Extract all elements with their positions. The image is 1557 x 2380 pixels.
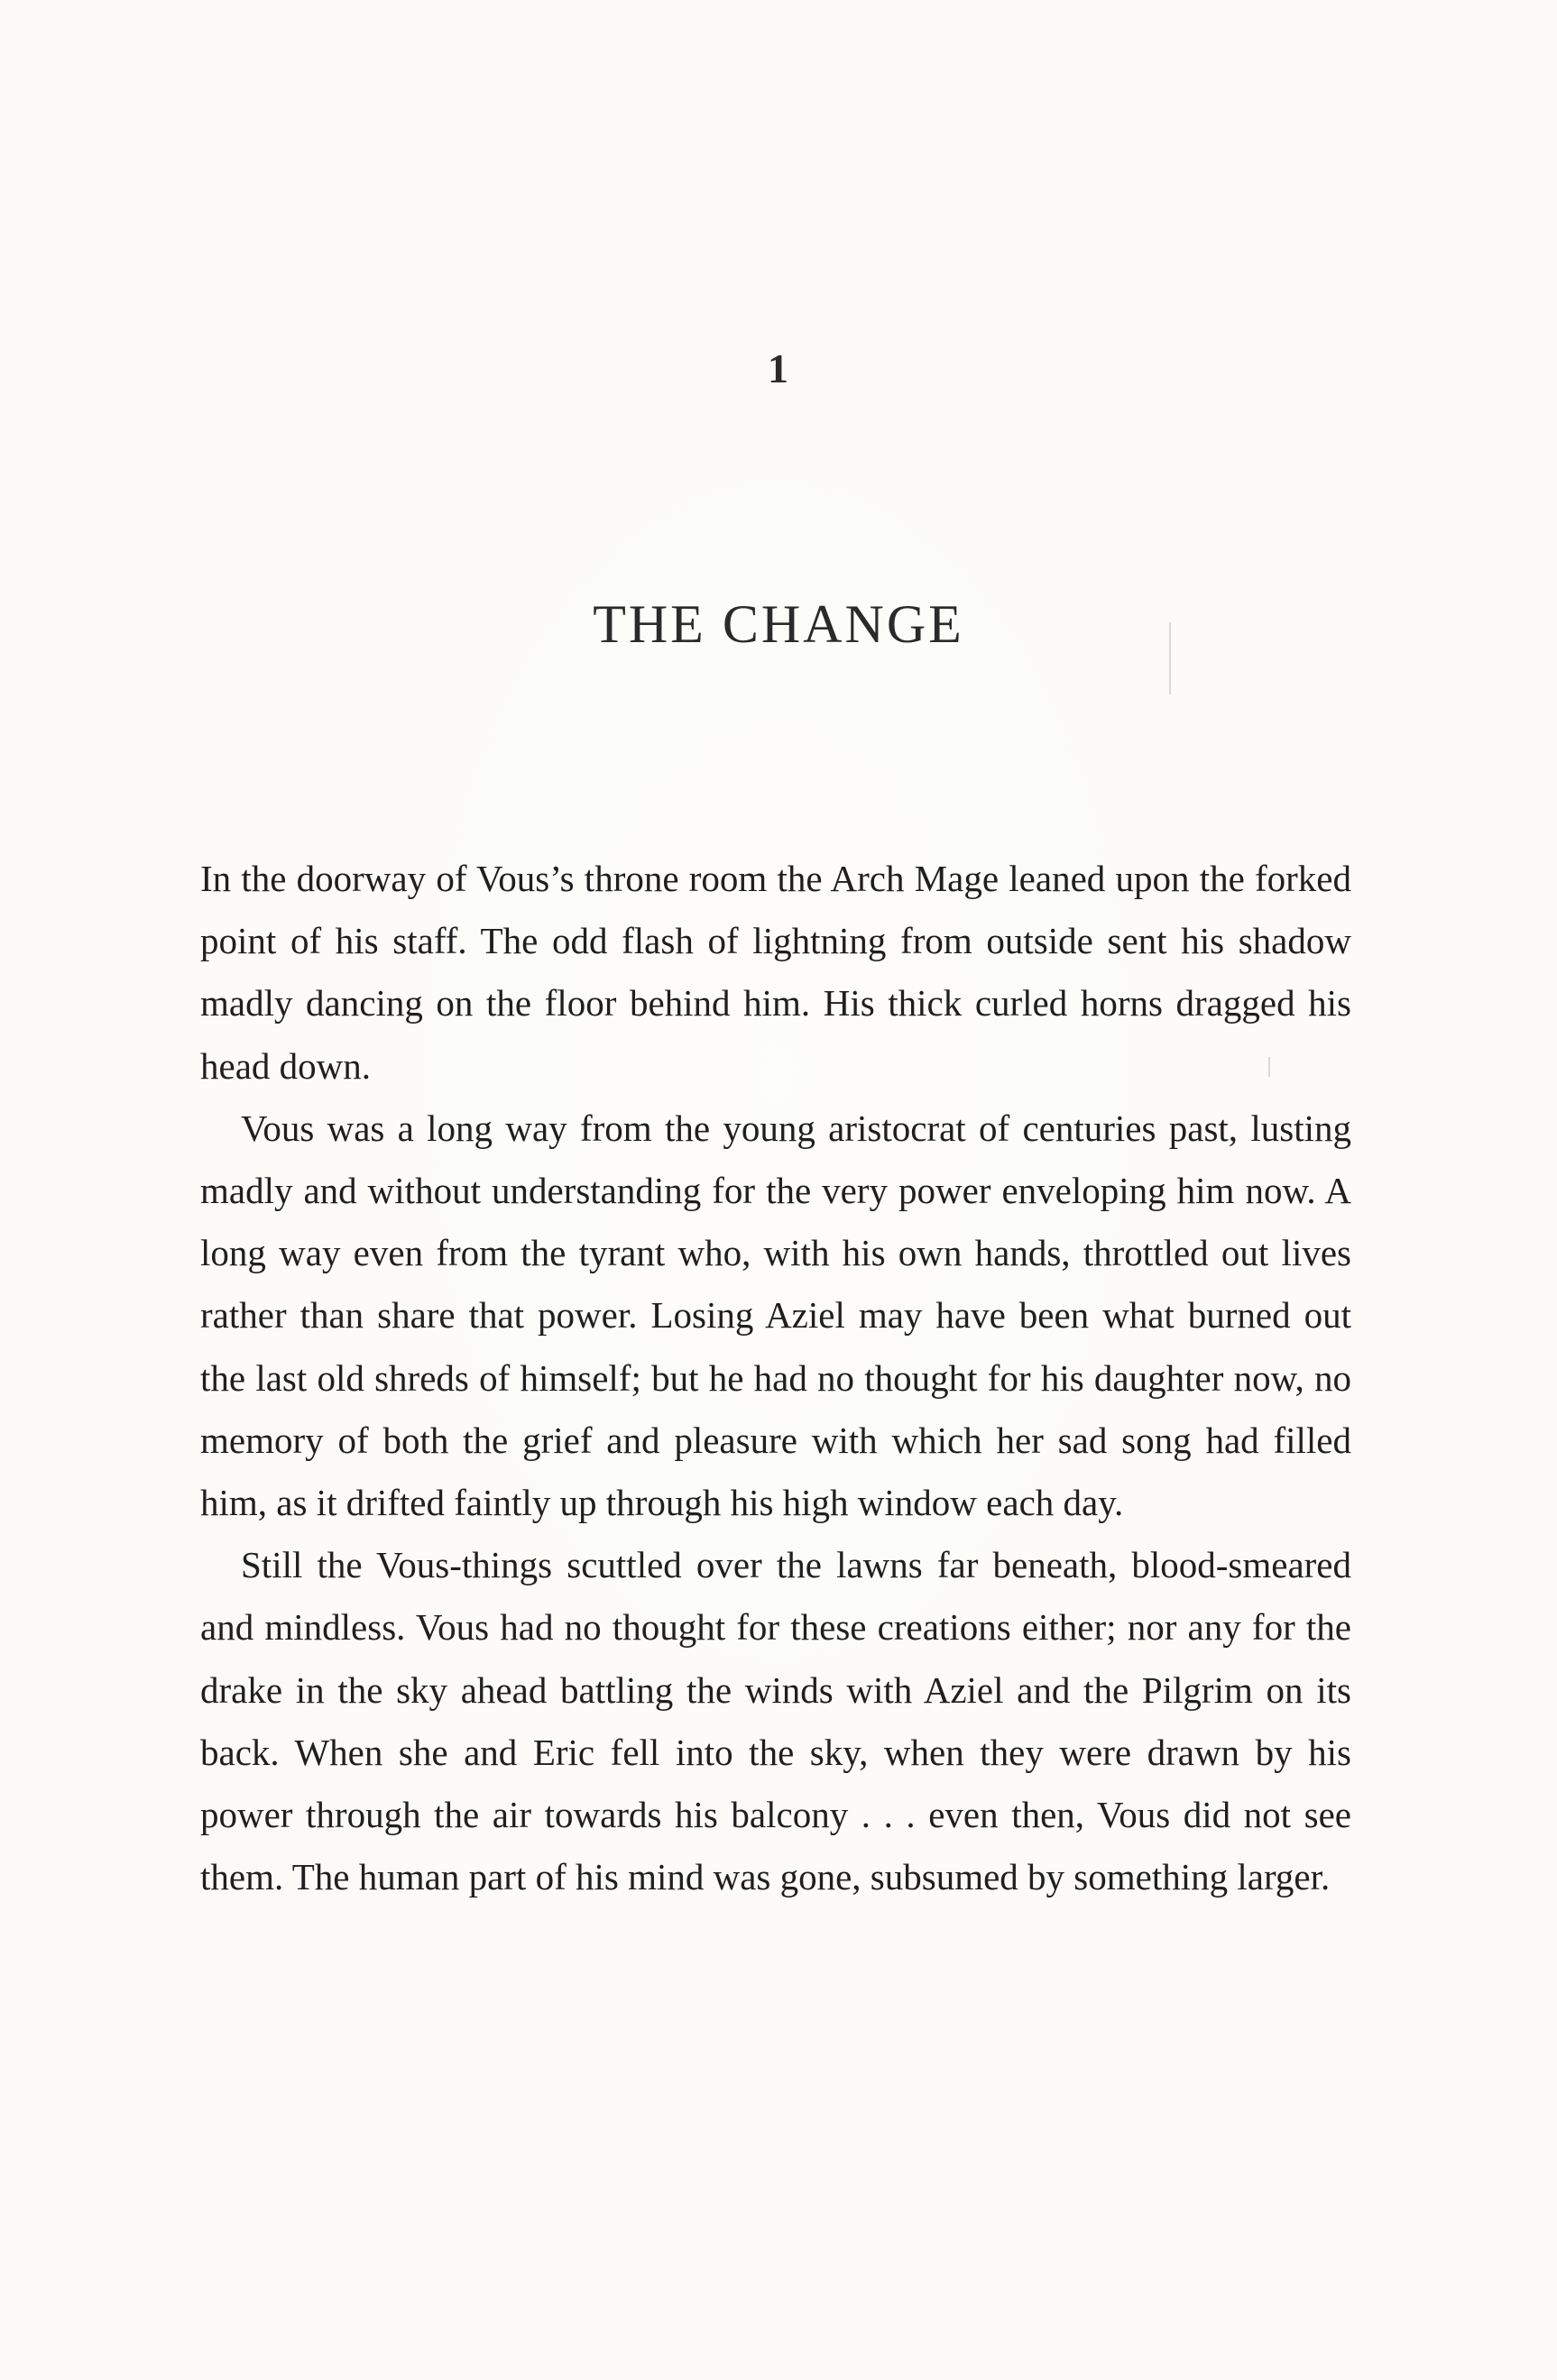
chapter-body (200, 848, 1351, 1908)
paragraph: Vous was a long way from the young aristocrat of centuries past, lusting madly and without understanding for the very power enveloping him now. A long way even from the tyrant who, with his own hands, throttled out lives rather than share that power. Losing Aziel may have been what burned out the last old shreds of himself; but he had no thought for his daughter now, no memory of both the grief and pleasure with which her sad song had filled him, as it drifted faintly up through his high window each day. (200, 1107, 1351, 1524)
chapter-number: 1 (768, 345, 789, 391)
chapter-title: THE CHANGE (593, 594, 964, 654)
paragraph: Still the Vous-things scuttled over the lawns far beneath, blood-smeared and mindless. Vous had no thought for these creations either; nor any for the drake in the sky ahead battling the winds with Aziel and the Pilgrim on its back. When she and Eric fell into the sky, when they were drawn by his power through the air towards his balcony . . . even then, Vous did not see them. The human part of his mind was gone, subsumed by something larger. (200, 1544, 1351, 1898)
paragraph: In the doorway of Vous’s throne room the Arch Mage leaned upon the forked point of his staff. The odd flash of lightning from outside sent his shadow madly dancing on the floor behind him. His thick curled horns dragged his head down. (200, 858, 1351, 1087)
